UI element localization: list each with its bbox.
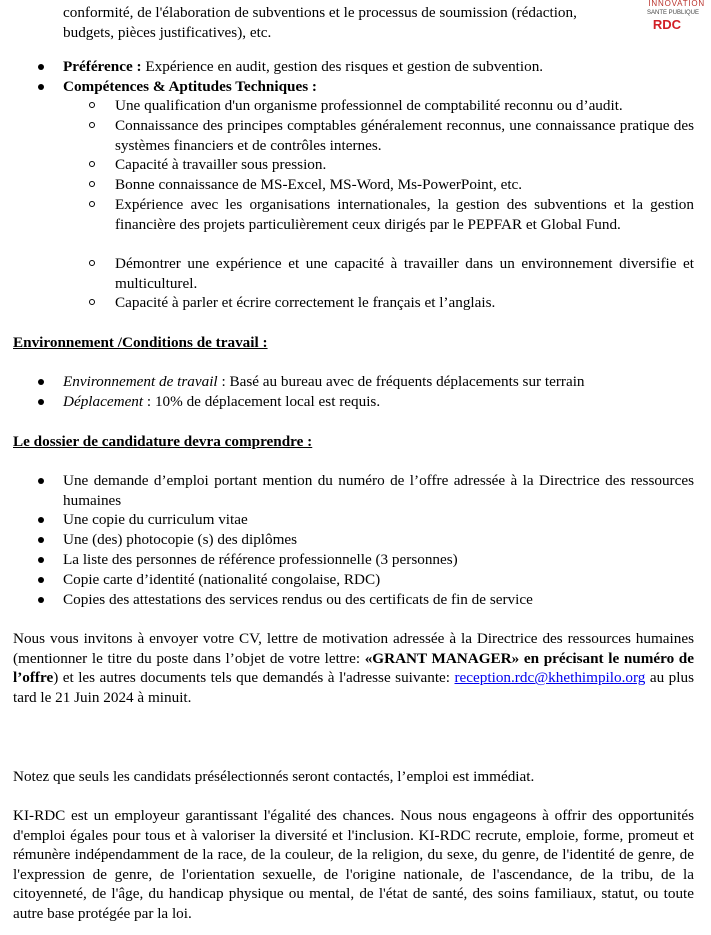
application-file-heading: Le dossier de candidature devra comprendre : xyxy=(13,433,313,450)
competence-text: Bonne connaissance de MS-Excel, MS-Word, Ms-PowerPoint, etc. xyxy=(115,176,523,193)
email-link[interactable]: reception.rdc@khethimpilo.org xyxy=(454,669,646,687)
invitation-paragraph xyxy=(13,629,694,707)
environment-label: Environnement de travail xyxy=(63,373,218,390)
dossier-item-text: Copie carte d’identité (nationalité congolaise, RDC) xyxy=(63,571,381,588)
circle-bullet-icon xyxy=(89,102,95,108)
competence-text: Capacité à parler et écrire correctement le français et l’anglais. xyxy=(115,294,496,311)
bullet-icon xyxy=(38,84,44,90)
intro-continuation-line-1: conformité, de l'élaboration de subventions et le processus de soumission (rédaction, xyxy=(63,4,577,21)
invitation-bold-text: «GRANT MANAGER» en précisant le numéro de l’offre xyxy=(13,649,694,687)
dossier-item-text: Une demande d’emploi portant mention du numéro de l’offre adressée à la Directrice des ressources humaines xyxy=(63,472,694,509)
competence-text: Capacité à travailler sous pression. xyxy=(115,156,327,173)
bullet-icon xyxy=(38,64,44,70)
invitation-text-2: ) et les autres documents tels que demandés à l'adresse suivante: xyxy=(53,669,455,687)
equality-paragraph: KI-RDC est un employeur garantissant l'égalité des chances. Nous nous engageons à offrir des opportunités d'emploi égales pour tous et à valoriser la diversité et l'inclusion. KI-RDC recrute, emploie, forme, promeut et rémunère indépendamment de la race, de la couleur, de la religion, du sexe, du genre, de l'identité de genre, de l'expression de genre, de l'orientation sexuelle, de l'origine nationale, de l'ascendance, de la tribu, de la citoyenneté, de l'âge, du handicap physique ou mental, de l'état de santé, des soins familiaux, statut, ou toute autre base protégée par la loi. xyxy=(13,807,694,922)
preference-label: Préférence : xyxy=(63,58,142,75)
dossier-item-text: Copies des attestations des services rendus ou des certificats de fin de service xyxy=(63,591,533,608)
bullet-icon xyxy=(38,478,44,484)
environment-heading: Environnement /Conditions de travail : xyxy=(13,334,268,351)
circle-bullet-icon xyxy=(89,299,95,305)
travel-text: : 10% de déplacement local est requis. xyxy=(143,393,381,410)
bullet-icon xyxy=(38,517,44,523)
competence-text: Une qualification d'un organisme professionnel de comptabilité reconnu ou d’audit. xyxy=(115,97,623,114)
invitation-text-1: Nous vous invitons à envoyer votre CV, lettre de motivation adressée à la Directrice des ressources humaines (mentionner le titre du poste dans l’objet de votre lettre: xyxy=(13,630,694,667)
bullet-icon xyxy=(38,577,44,583)
bullet-icon xyxy=(38,537,44,543)
competence-text: Connaissance des principes comptables généralement reconnus, une connaissance pratique des systèmes financiers et de contrôles internes. xyxy=(115,117,694,154)
circle-bullet-icon xyxy=(89,181,95,187)
circle-bullet-icon xyxy=(89,201,95,207)
notice-paragraph: Notez que seuls les candidats présélectionnés seront contactés, l’emploi est immédiat. xyxy=(13,768,535,785)
bullet-icon xyxy=(38,399,44,405)
logo-line-2: SANTE PUBLIQUE xyxy=(646,10,699,16)
bullet-icon xyxy=(38,597,44,603)
competence-text: Démontrer une expérience et une capacité à travailler dans un environnement diversifie et multiculturel. xyxy=(115,255,694,292)
circle-bullet-icon xyxy=(89,161,95,167)
logo-line-1: INNOVATION xyxy=(648,0,705,8)
invitation-text-3: au plus tard le 21 Juin 2024 à minuit. xyxy=(13,669,694,706)
circle-bullet-icon xyxy=(89,122,95,128)
dossier-item-text: Une (des) photocopie (s) des diplômes xyxy=(63,531,298,548)
bullet-icon xyxy=(38,379,44,385)
intro-continuation-line-2: budgets, pièces justificatives), etc. xyxy=(63,24,272,41)
bullet-icon xyxy=(38,557,44,563)
dossier-item-text: La liste des personnes de référence professionnelle (3 personnes) xyxy=(63,551,458,568)
preference-text: Expérience en audit, gestion des risques et gestion de subvention. xyxy=(141,58,544,75)
dossier-item-text: Une copie du curriculum vitae xyxy=(63,511,248,528)
environment-text: : Basé au bureau avec de fréquents déplacements sur terrain xyxy=(217,373,585,390)
travel-label: Déplacement xyxy=(63,393,144,410)
competences-label: Compétences & Aptitudes Techniques : xyxy=(63,78,317,95)
competence-text: Expérience avec les organisations internationales, la gestion des subventions et la gestion financière des projets particulièrement ceux dirigés par le PEPFAR et Global Fund. xyxy=(115,196,694,233)
circle-bullet-icon xyxy=(89,260,95,266)
logo-line-3: RDC xyxy=(652,17,681,32)
